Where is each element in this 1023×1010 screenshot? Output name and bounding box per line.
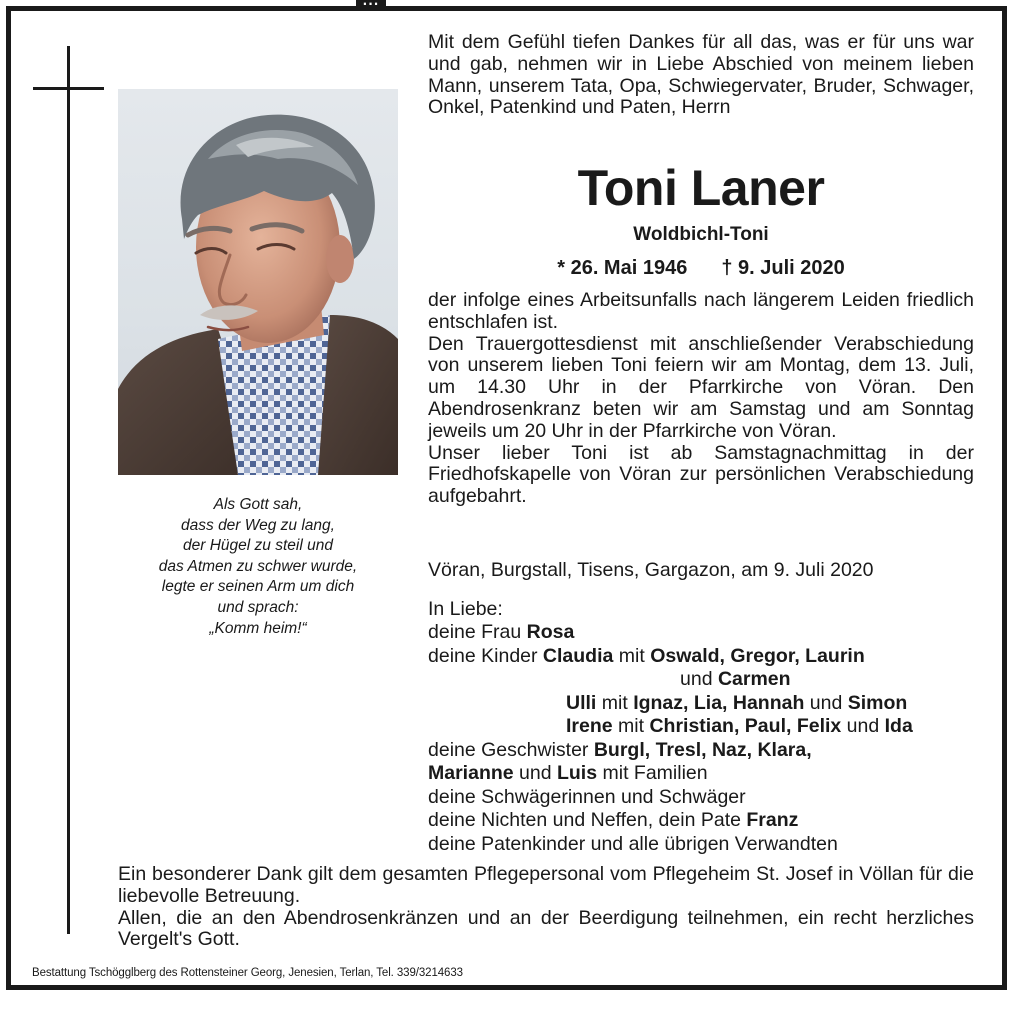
thanks-paragraph: Allen, die an den Abendrosenkränzen und an der Beerdigung teilnehmen, ein recht herzliches Vergelt's Gott. bbox=[118, 906, 974, 951]
poem-line: dass der Weg zu lang, bbox=[181, 516, 335, 534]
family-line-siblings-cont: Marianne und Luis mit Familien bbox=[428, 762, 708, 784]
portrait-photo bbox=[118, 89, 398, 475]
poem-line: der Hügel zu steil und bbox=[183, 537, 333, 555]
family-line-child-ulli: Ulli mit Ignaz, Lia, Hannah und Simon bbox=[566, 692, 908, 714]
announcement-body bbox=[428, 290, 974, 508]
family-line-children: deine Kinder Claudia mit Oswald, Gregor, Laurin bbox=[428, 645, 865, 667]
poem-line: Als Gott sah, bbox=[213, 496, 303, 513]
family-heading: In Liebe: bbox=[428, 598, 503, 620]
deceased-nickname: Woldbichl-Toni bbox=[633, 224, 769, 245]
birth-date: * 26. Mai 1946 bbox=[557, 257, 688, 279]
family-line-wife: deine Frau Rosa bbox=[428, 621, 575, 643]
life-dates bbox=[428, 256, 974, 280]
family-line-siblings: deine Geschwister Burgl, Tresl, Naz, Klara, bbox=[428, 739, 812, 761]
thanks-paragraph: Ein besonderer Dank gilt dem gesamten Pflegepersonal vom Pflegeheim St. Josef in Völlan für die liebevolle Betreuung. bbox=[118, 863, 974, 907]
thanks-text bbox=[118, 864, 974, 951]
poem-line: das Atmen zu schwer wurde, bbox=[158, 557, 358, 575]
poem-line: und sprach: bbox=[217, 598, 299, 616]
family-line-inlaws: deine Schwägerinnen und Schwäger bbox=[428, 786, 746, 808]
deceased-name: Toni Laner bbox=[577, 160, 825, 216]
family-line-nephews: deine Nichten und Neffen, dein Pate Franz bbox=[428, 809, 799, 831]
place-date: Vöran, Burgstall, Tisens, Gargazon, am 9. Juli 2020 bbox=[428, 559, 874, 581]
intro-text: Mit dem Gefühl tiefen Dankes für all das, was er für uns war und gab, nehmen wir in Liebe Abschied von meinem lieben Mann, unserem Tata, Opa, Schwiegervater, Bruder, Schwager, Onkel, Patenkind und Paten, Herrn bbox=[428, 31, 974, 119]
body-paragraph: der infolge eines Arbeitsunfalls nach längerem Leiden friedlich entschlafen ist. bbox=[428, 289, 974, 333]
family-line-child-irene: Irene mit Christian, Paul, Felix und Ida bbox=[566, 715, 913, 737]
family-line-children-cont: und Carmen bbox=[680, 668, 791, 690]
poem-line: „Komm heim!“ bbox=[209, 619, 307, 637]
poem-line: legte er seinen Arm um dich bbox=[161, 578, 355, 596]
funeral-home-footer: Bestattung Tschögglberg des Rottensteiner Georg, Jenesien, Terlan, Tel. 339/3214633 bbox=[32, 967, 463, 979]
cross-icon bbox=[67, 46, 70, 934]
poem bbox=[118, 495, 398, 639]
body-paragraph: Unser lieber Toni ist ab Samstagnachmittag in der Friedhofskapelle von Vöran zur persönlichen Verabschiedung aufgebahrt. bbox=[428, 441, 974, 508]
family-line-godchildren: deine Patenkinder und alle übrigen Verwandten bbox=[428, 833, 838, 855]
cross-icon-bar bbox=[33, 87, 104, 90]
body-paragraph: Den Trauergottesdienst mit anschließender Verabschiedung von unserem lieben Toni feiern wir am Montag, dem 13. Juli, um 14.30 Uhr in der Pfarrkirche von Vöran. Den Abendrosenkranz beten wir am Samstag und am Sonntag jeweils um 20 Uhr in der Pfarrkirche von Vöran. bbox=[428, 332, 974, 442]
death-date: † 9. Juli 2020 bbox=[721, 257, 845, 279]
